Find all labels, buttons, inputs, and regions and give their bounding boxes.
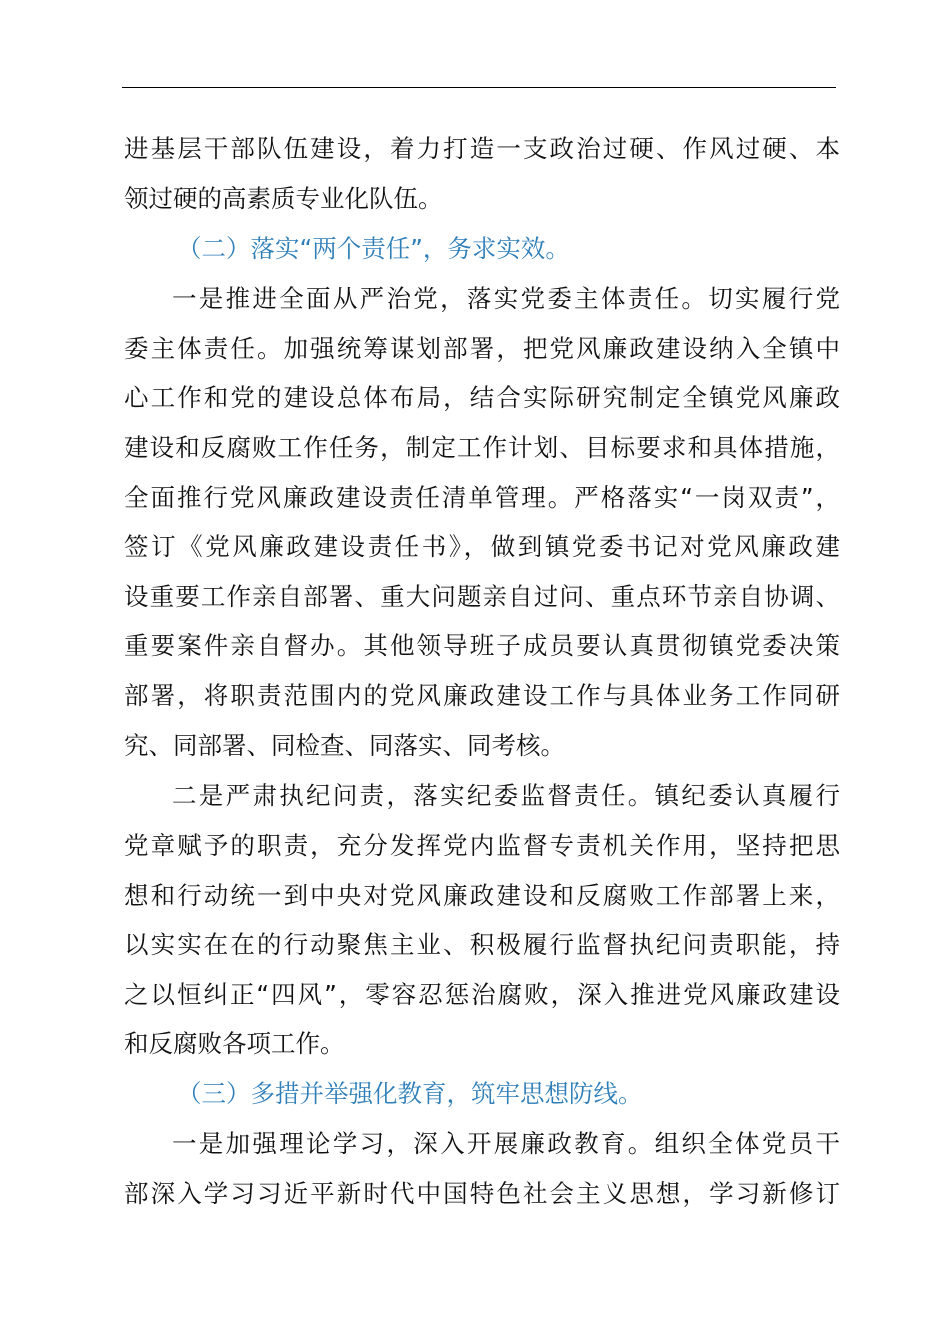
text-line: 和反腐败各项工作。 (124, 1029, 345, 1058)
text-line: 设重要工作亲自部署、重大问题亲自过问、重点环节亲自协调、 (124, 582, 840, 611)
text-line: 心工作和党的建设总体布局，结合实际研究制定全镇党风廉政 (124, 383, 840, 412)
text-line: 委主体责任。加强统筹谋划部署，把党风廉政建设纳入全镇中 (124, 334, 840, 363)
text-line: 想和行动统一到中央对党风廉政建设和反腐败工作部署上来， (124, 881, 840, 910)
text-line: 党章赋予的职责，充分发挥党内监督专责机关作用，坚持把思 (124, 831, 840, 860)
text-line: 以实实在在的行动聚焦主业、积极履行监督执纪问责职能，持 (124, 930, 840, 959)
text-line: 部深入学习习近平新时代中国特色社会主义思想，学习新修订 (124, 1179, 840, 1208)
text-line: 重要案件亲自督办。其他领导班子成员要认真贯彻镇党委决策 (124, 631, 840, 660)
paragraph-first-line: 二是严肃执纪问责，落实纪委监督责任。镇纪委认真履行 (172, 781, 840, 810)
text-line: 领过硬的高素质专业化队伍。 (124, 184, 443, 213)
text-line: 进基层干部队伍建设，着力打造一支政治过硬、作风过硬、本 (124, 134, 840, 163)
text-line: 签订《党风廉政建设责任书》，做到镇党委书记对党风廉政建 (124, 532, 840, 561)
section-heading: （三）多措并举强化教育，筑牢思想防线。 (177, 1079, 643, 1108)
paragraph-first-line: 一是加强理论学习，深入开展廉政教育。组织全体党员干 (172, 1129, 840, 1158)
text-line: 部署，将职责范围内的党风廉政建设工作与具体业务工作同研 (124, 681, 840, 710)
text-line: 之以恒纠正“四风”，零容忍惩治腐败，深入推进党风廉政建设 (124, 980, 840, 1009)
text-line: 全面推行党风廉政建设责任清单管理。严格落实“一岗双责”， (124, 483, 840, 512)
header-rule (122, 87, 836, 88)
section-heading: （二）落实“两个责任”，务求实效。 (177, 234, 570, 263)
paragraph-first-line: 一是推进全面从严治党，落实党委主体责任。切实履行党 (172, 284, 840, 313)
text-line: 建设和反腐败工作任务，制定工作计划、目标要求和具体措施， (124, 433, 840, 462)
text-line: 究、同部署、同检查、同落实、同考核。 (124, 731, 565, 760)
